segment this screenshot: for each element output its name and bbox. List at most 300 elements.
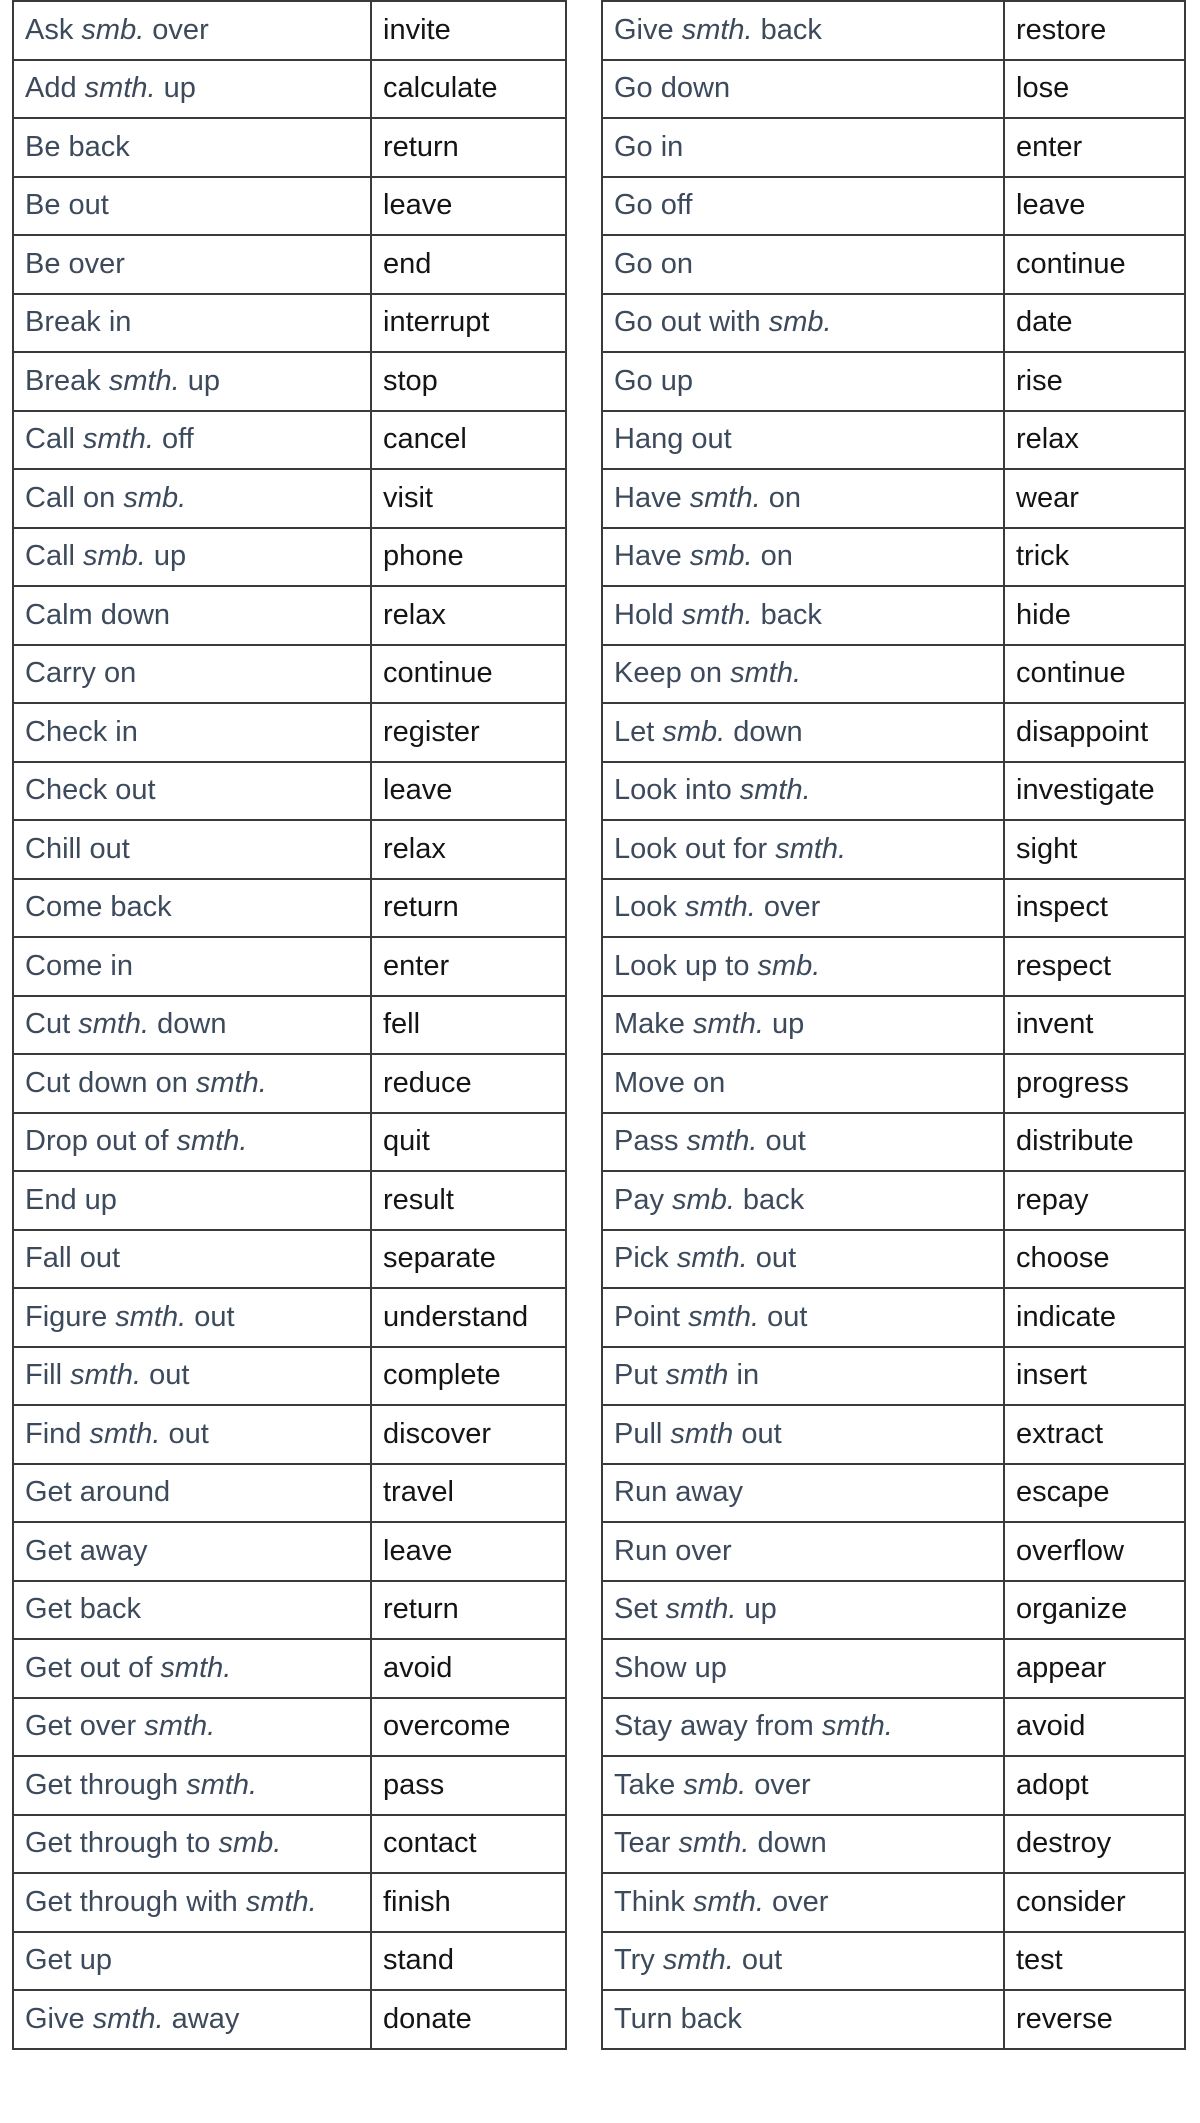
phrasal-verb-text: Give bbox=[614, 13, 682, 46]
meaning-cell: reverse bbox=[1004, 1990, 1185, 2049]
phrasal-verb-cell bbox=[13, 937, 371, 996]
phrasal-verb-text: Figure bbox=[25, 1300, 116, 1333]
right-table-body bbox=[602, 1, 1185, 2049]
meaning-cell: insert bbox=[1004, 1347, 1185, 1406]
verb-particle: up bbox=[736, 1593, 777, 1626]
phrasal-verb-text: Get through to bbox=[25, 1827, 219, 1860]
verb-object: smth bbox=[665, 1359, 729, 1392]
verb-particle: up bbox=[145, 540, 187, 573]
phrasal-verb-text: Go up bbox=[614, 364, 693, 397]
verb-particle: out bbox=[160, 1417, 209, 1450]
phrasal-verb-cell bbox=[13, 703, 371, 762]
table-row bbox=[13, 1990, 566, 2049]
phrasal-verb-text: Give bbox=[25, 2002, 93, 2035]
meaning-cell: donate bbox=[371, 1990, 566, 2049]
phrasal-verb-text: Try bbox=[614, 1944, 663, 1977]
phrasal-verb-text: Look out for bbox=[614, 832, 776, 865]
table-row bbox=[602, 703, 1185, 762]
phrasal-verb-text: Have bbox=[614, 481, 690, 514]
table-row bbox=[602, 1815, 1185, 1874]
phrasal-verb-cell bbox=[602, 1405, 1004, 1464]
table-row bbox=[13, 996, 566, 1055]
phrasal-verb-cell bbox=[13, 762, 371, 821]
verb-object: smth. bbox=[692, 1008, 764, 1041]
phrasal-verb-cell bbox=[602, 703, 1004, 762]
table-row bbox=[13, 1, 566, 60]
phrasal-verb-cell bbox=[602, 996, 1004, 1055]
phrasal-verb-text: Hold bbox=[614, 598, 682, 631]
phrasal-verb-text: Run over bbox=[614, 1534, 732, 1567]
phrasal-verb-text: Drop out of bbox=[25, 1125, 177, 1158]
phrasal-verb-cell bbox=[13, 645, 371, 704]
table-row bbox=[13, 118, 566, 177]
phrasal-verb-cell bbox=[13, 1288, 371, 1347]
meaning-cell: progress bbox=[1004, 1054, 1185, 1113]
meaning-cell: fell bbox=[371, 996, 566, 1055]
phrasal-verb-cell bbox=[602, 411, 1004, 470]
table-row bbox=[13, 879, 566, 938]
phrasal-verb-text: Turn back bbox=[614, 2002, 742, 2035]
verb-object: smth. bbox=[176, 1125, 248, 1158]
phrasal-verb-cell bbox=[13, 177, 371, 236]
phrasal-verb-cell bbox=[13, 1, 371, 60]
phrasal-verb-text: Go down bbox=[614, 72, 731, 105]
phrasal-verb-cell bbox=[13, 469, 371, 528]
table-row bbox=[13, 528, 566, 587]
phrasal-verb-text: Add bbox=[25, 72, 85, 105]
verb-object: smb. bbox=[672, 1183, 735, 1216]
verb-object: smth. bbox=[144, 1710, 216, 1743]
verb-object: smth. bbox=[692, 1885, 764, 1918]
table-row bbox=[602, 879, 1185, 938]
meaning-cell: avoid bbox=[371, 1639, 566, 1698]
meaning-cell: relax bbox=[1004, 411, 1185, 470]
meaning-cell: enter bbox=[1004, 118, 1185, 177]
phrasal-verb-text: Be out bbox=[25, 189, 109, 222]
phrasal-verb-cell bbox=[13, 1230, 371, 1289]
table-row bbox=[13, 1230, 566, 1289]
meaning-cell: relax bbox=[371, 820, 566, 879]
verb-object: smb. bbox=[683, 1768, 747, 1801]
phrasal-verb-cell bbox=[602, 1639, 1004, 1698]
verb-object: smth. bbox=[678, 1827, 750, 1860]
meaning-cell: result bbox=[371, 1171, 566, 1230]
meaning-cell: overcome bbox=[371, 1698, 566, 1757]
phrasal-verb-cell bbox=[602, 1581, 1004, 1640]
meaning-cell: distribute bbox=[1004, 1113, 1185, 1172]
phrasal-verb-text: Fill bbox=[25, 1359, 71, 1392]
meaning-cell: return bbox=[371, 1581, 566, 1640]
table-row bbox=[602, 1990, 1185, 2049]
verb-particle: out bbox=[747, 1242, 797, 1275]
phrasal-verb-text: End up bbox=[25, 1183, 117, 1216]
verb-particle: down bbox=[749, 1827, 827, 1860]
verb-particle: on bbox=[760, 481, 801, 514]
phrasal-verb-text: Find bbox=[25, 1417, 90, 1450]
meaning-cell: reduce bbox=[371, 1054, 566, 1113]
verb-particle: up bbox=[763, 1008, 805, 1041]
phrasal-verb-text: Let bbox=[614, 715, 663, 748]
phrasal-verb-text: Go in bbox=[614, 130, 684, 163]
table-row bbox=[13, 1405, 566, 1464]
verb-object: smth. bbox=[115, 1300, 187, 1333]
phrasal-verb-cell bbox=[602, 1, 1004, 60]
phrasal-verb-cell bbox=[13, 1522, 371, 1581]
table-row bbox=[13, 1171, 566, 1230]
table-row bbox=[602, 1113, 1185, 1172]
phrasal-verb-cell bbox=[13, 1054, 371, 1113]
verb-object: smth. bbox=[676, 1242, 748, 1275]
phrasal-verb-text: Set bbox=[614, 1593, 666, 1626]
meaning-cell: continue bbox=[1004, 645, 1185, 704]
meaning-cell: investigate bbox=[1004, 762, 1185, 821]
meaning-cell: date bbox=[1004, 294, 1185, 353]
meaning-cell: pass bbox=[371, 1756, 566, 1815]
meaning-cell: cancel bbox=[371, 411, 566, 470]
meaning-cell: test bbox=[1004, 1932, 1185, 1991]
phrasal-verb-cell bbox=[13, 528, 371, 587]
phrasal-verb-text: Go off bbox=[614, 189, 693, 222]
verb-object: smth. bbox=[92, 2002, 164, 2035]
phrasal-verb-cell bbox=[602, 1347, 1004, 1406]
phrasal-verb-text: Look up to bbox=[614, 949, 758, 982]
phrasal-verb-text: Pass bbox=[614, 1125, 687, 1158]
verb-particle: back bbox=[752, 598, 822, 631]
meaning-cell: avoid bbox=[1004, 1698, 1185, 1757]
phrasal-verb-cell bbox=[602, 1054, 1004, 1113]
verb-object: smth. bbox=[688, 1300, 760, 1333]
meaning-cell: appear bbox=[1004, 1639, 1185, 1698]
table-row bbox=[602, 1873, 1185, 1932]
phrasal-verb-cell bbox=[13, 1990, 371, 2049]
phrasal-verb-text: Think bbox=[614, 1885, 693, 1918]
meaning-cell: continue bbox=[1004, 235, 1185, 294]
phrasal-verb-cell bbox=[13, 352, 371, 411]
phrasal-verb-text: Get through with bbox=[25, 1885, 246, 1918]
verb-object: smth. bbox=[684, 891, 756, 924]
meaning-cell: inspect bbox=[1004, 879, 1185, 938]
verb-particle: on bbox=[752, 540, 793, 573]
phrasal-verb-text: Hang out bbox=[614, 423, 732, 456]
phrasal-verb-text: Check in bbox=[25, 715, 138, 748]
phrasal-verb-cell bbox=[13, 1464, 371, 1523]
verb-particle: down bbox=[725, 715, 803, 748]
table-row bbox=[602, 586, 1185, 645]
meaning-cell: hide bbox=[1004, 586, 1185, 645]
phrasal-verb-text: Go out with bbox=[614, 306, 769, 339]
right-vocab-table bbox=[601, 0, 1186, 2050]
table-row bbox=[602, 118, 1185, 177]
verb-particle: over bbox=[144, 13, 209, 46]
phrasal-verb-cell bbox=[602, 879, 1004, 938]
phrasal-verb-cell bbox=[13, 1171, 371, 1230]
meaning-cell: lose bbox=[1004, 60, 1185, 119]
table-row bbox=[13, 762, 566, 821]
phrasal-verb-text: Take bbox=[614, 1768, 684, 1801]
verb-object: smth. bbox=[108, 364, 180, 397]
table-row bbox=[13, 294, 566, 353]
meaning-cell: leave bbox=[371, 177, 566, 236]
phrasal-verb-cell bbox=[13, 118, 371, 177]
verb-particle: over bbox=[746, 1768, 811, 1801]
verb-object: smth. bbox=[689, 481, 761, 514]
phrasal-verb-text: Ask bbox=[25, 13, 82, 46]
table-row bbox=[13, 235, 566, 294]
verb-particle: in bbox=[728, 1359, 760, 1392]
phrasal-verb-cell bbox=[602, 1990, 1004, 2049]
meaning-cell: sight bbox=[1004, 820, 1185, 879]
phrasal-verb-text: Keep on bbox=[614, 657, 731, 690]
phrasal-verb-text: Go on bbox=[614, 247, 693, 280]
phrasal-verb-text: Break in bbox=[25, 306, 132, 339]
table-row bbox=[602, 528, 1185, 587]
meaning-cell: phone bbox=[371, 528, 566, 587]
meaning-cell: travel bbox=[371, 1464, 566, 1523]
phrasal-verb-text: Get through bbox=[25, 1768, 187, 1801]
verb-object: smth. bbox=[245, 1885, 317, 1918]
phrasal-verb-text: Calm down bbox=[25, 598, 171, 631]
meaning-cell: enter bbox=[371, 937, 566, 996]
verb-particle: over bbox=[755, 891, 821, 924]
phrasal-verb-text: Chill out bbox=[25, 832, 130, 865]
table-row bbox=[13, 411, 566, 470]
table-row bbox=[13, 1639, 566, 1698]
phrasal-verb-cell bbox=[602, 352, 1004, 411]
phrasal-verb-cell bbox=[602, 235, 1004, 294]
phrasal-verb-text: Be over bbox=[25, 247, 125, 280]
meaning-cell: invent bbox=[1004, 996, 1185, 1055]
phrasal-verb-cell bbox=[13, 879, 371, 938]
phrasal-verb-cell bbox=[13, 1815, 371, 1874]
meaning-cell: wear bbox=[1004, 469, 1185, 528]
phrasal-verb-cell bbox=[602, 177, 1004, 236]
phrasal-verb-cell bbox=[602, 1756, 1004, 1815]
verb-object: smth. bbox=[78, 1008, 150, 1041]
meaning-cell: overflow bbox=[1004, 1522, 1185, 1581]
phrasal-verb-cell bbox=[13, 294, 371, 353]
table-row bbox=[602, 1581, 1185, 1640]
table-row bbox=[602, 820, 1185, 879]
verb-particle: out bbox=[733, 1944, 783, 1977]
phrasal-verb-text: Call bbox=[25, 540, 84, 573]
phrasal-verb-text: Carry on bbox=[25, 657, 137, 690]
verb-object: smb. bbox=[662, 715, 726, 748]
phrasal-verb-cell bbox=[602, 1522, 1004, 1581]
phrasal-verb-text: Get up bbox=[25, 1944, 113, 1977]
meaning-cell: continue bbox=[371, 645, 566, 704]
phrasal-verb-text: Get back bbox=[25, 1593, 142, 1626]
meaning-cell: destroy bbox=[1004, 1815, 1185, 1874]
meaning-cell: leave bbox=[371, 762, 566, 821]
table-row bbox=[602, 1756, 1185, 1815]
table-row bbox=[602, 294, 1185, 353]
verb-object: smth. bbox=[739, 774, 811, 807]
phrasal-verb-cell bbox=[602, 528, 1004, 587]
phrasal-verb-text: Pick bbox=[614, 1242, 677, 1275]
table-row bbox=[602, 235, 1185, 294]
meaning-cell: return bbox=[371, 879, 566, 938]
phrasal-verb-cell bbox=[602, 1873, 1004, 1932]
verb-object: smth. bbox=[730, 657, 802, 690]
verb-object: smth. bbox=[665, 1593, 737, 1626]
table-row bbox=[13, 703, 566, 762]
table-row bbox=[602, 177, 1185, 236]
phrasal-verb-text: Pull bbox=[614, 1417, 671, 1450]
phrasal-verb-cell bbox=[13, 60, 371, 119]
meaning-cell: escape bbox=[1004, 1464, 1185, 1523]
phrasal-verb-text: Fall out bbox=[25, 1242, 121, 1275]
verb-particle: over bbox=[763, 1885, 829, 1918]
phrasal-verb-cell bbox=[13, 1405, 371, 1464]
phrasal-verb-cell bbox=[13, 411, 371, 470]
meaning-cell: rise bbox=[1004, 352, 1185, 411]
phrasal-verb-cell bbox=[602, 1113, 1004, 1172]
table-row bbox=[602, 1698, 1185, 1757]
phrasal-verb-text: Get out of bbox=[25, 1651, 161, 1684]
table-row bbox=[602, 1054, 1185, 1113]
meaning-cell: discover bbox=[371, 1405, 566, 1464]
phrasal-verb-cell bbox=[13, 235, 371, 294]
phrasal-verb-text: Look into bbox=[614, 774, 740, 807]
verb-object: smth bbox=[670, 1417, 734, 1450]
phrasal-verb-text: Stay away from bbox=[614, 1710, 822, 1743]
table-row bbox=[602, 996, 1185, 1055]
table-row bbox=[602, 411, 1185, 470]
verb-object: smth. bbox=[681, 598, 753, 631]
meaning-cell: extract bbox=[1004, 1405, 1185, 1464]
verb-particle: away bbox=[163, 2002, 240, 2035]
phrasal-verb-text: Tear bbox=[614, 1827, 679, 1860]
meaning-cell: stop bbox=[371, 352, 566, 411]
phrasal-verb-text: Get away bbox=[25, 1534, 148, 1567]
phrasal-verb-text: Be back bbox=[25, 130, 130, 163]
phrasal-verb-cell bbox=[13, 586, 371, 645]
phrasal-verb-cell bbox=[13, 1698, 371, 1757]
phrasal-verb-cell bbox=[602, 1464, 1004, 1523]
phrasal-verb-cell bbox=[602, 469, 1004, 528]
table-row bbox=[602, 1, 1185, 60]
phrasal-verb-text: Point bbox=[614, 1300, 689, 1333]
meaning-cell: leave bbox=[371, 1522, 566, 1581]
verb-particle: up bbox=[155, 72, 196, 105]
meaning-cell: organize bbox=[1004, 1581, 1185, 1640]
verb-object: smth. bbox=[83, 423, 154, 456]
table-row bbox=[602, 60, 1185, 119]
phrasal-verb-text: Put bbox=[614, 1359, 666, 1392]
table-row bbox=[13, 177, 566, 236]
phrasal-verb-text: Cut bbox=[25, 1008, 79, 1041]
meaning-cell: register bbox=[371, 703, 566, 762]
phrasal-verb-cell bbox=[602, 937, 1004, 996]
phrasal-verb-cell bbox=[602, 1171, 1004, 1230]
verb-object: smth. bbox=[84, 72, 156, 105]
meaning-cell: restore bbox=[1004, 1, 1185, 60]
verb-object: smth. bbox=[775, 832, 847, 865]
meaning-cell: end bbox=[371, 235, 566, 294]
meaning-cell: return bbox=[371, 118, 566, 177]
table-row bbox=[13, 1347, 566, 1406]
verb-object: smth. bbox=[89, 1417, 161, 1450]
meaning-cell: leave bbox=[1004, 177, 1185, 236]
verb-particle: out bbox=[759, 1300, 808, 1333]
phrasal-verb-text: Get around bbox=[25, 1476, 171, 1509]
meaning-cell: indicate bbox=[1004, 1288, 1185, 1347]
table-row bbox=[13, 60, 566, 119]
phrasal-verb-cell bbox=[602, 118, 1004, 177]
table-row bbox=[13, 469, 566, 528]
table-row bbox=[602, 1288, 1185, 1347]
table-row bbox=[602, 1464, 1185, 1523]
meaning-cell: relax bbox=[371, 586, 566, 645]
table-row bbox=[13, 1932, 566, 1991]
table-row bbox=[13, 1288, 566, 1347]
verb-object: smth. bbox=[186, 1768, 258, 1801]
verb-particle: out bbox=[757, 1125, 806, 1158]
table-row bbox=[13, 937, 566, 996]
phrasal-verb-cell bbox=[13, 996, 371, 1055]
phrasal-verb-cell bbox=[602, 1932, 1004, 1991]
phrasal-verb-cell bbox=[602, 820, 1004, 879]
phrasal-verb-cell bbox=[602, 586, 1004, 645]
phrasal-verb-cell bbox=[602, 1698, 1004, 1757]
verb-object: smb. bbox=[81, 13, 145, 46]
meaning-cell: stand bbox=[371, 1932, 566, 1991]
phrasal-verb-cell bbox=[602, 762, 1004, 821]
table-row bbox=[602, 645, 1185, 704]
phrasal-verb-text: Get over bbox=[25, 1710, 145, 1743]
phrasal-verb-text: Come back bbox=[25, 891, 172, 924]
table-row bbox=[13, 1698, 566, 1757]
verb-object: smb. bbox=[757, 949, 821, 982]
phrasal-verb-cell bbox=[13, 1756, 371, 1815]
meaning-cell: separate bbox=[371, 1230, 566, 1289]
verb-particle: out bbox=[141, 1359, 190, 1392]
phrasal-verb-cell bbox=[13, 1873, 371, 1932]
verb-particle: off bbox=[153, 423, 194, 456]
meaning-cell: interrupt bbox=[371, 294, 566, 353]
table-row bbox=[13, 1054, 566, 1113]
table-row bbox=[602, 1639, 1185, 1698]
table-row bbox=[13, 1464, 566, 1523]
table-row bbox=[602, 1932, 1185, 1991]
table-row bbox=[13, 645, 566, 704]
phrasal-verb-cell bbox=[602, 1230, 1004, 1289]
table-row bbox=[602, 1405, 1185, 1464]
verb-object: smb. bbox=[218, 1827, 282, 1860]
table-row bbox=[602, 1347, 1185, 1406]
verb-object: smth. bbox=[195, 1066, 267, 1099]
phrasal-verb-text: Call on bbox=[25, 481, 124, 514]
meaning-cell: visit bbox=[371, 469, 566, 528]
meaning-cell: disappoint bbox=[1004, 703, 1185, 762]
meaning-cell: complete bbox=[371, 1347, 566, 1406]
verb-object: smth. bbox=[681, 13, 753, 46]
table-row bbox=[13, 586, 566, 645]
table-row bbox=[13, 352, 566, 411]
left-vocab-table bbox=[12, 0, 567, 2050]
table-row bbox=[602, 762, 1185, 821]
table-row bbox=[13, 1756, 566, 1815]
table-row bbox=[602, 937, 1185, 996]
verb-object: smth. bbox=[662, 1944, 734, 1977]
phrasal-verb-cell bbox=[602, 1815, 1004, 1874]
left-table-body bbox=[13, 1, 566, 2049]
verb-object: smth. bbox=[821, 1710, 893, 1743]
phrasal-verb-cell bbox=[13, 1347, 371, 1406]
verb-object: smb. bbox=[689, 540, 753, 573]
meaning-cell: understand bbox=[371, 1288, 566, 1347]
meaning-cell: choose bbox=[1004, 1230, 1185, 1289]
